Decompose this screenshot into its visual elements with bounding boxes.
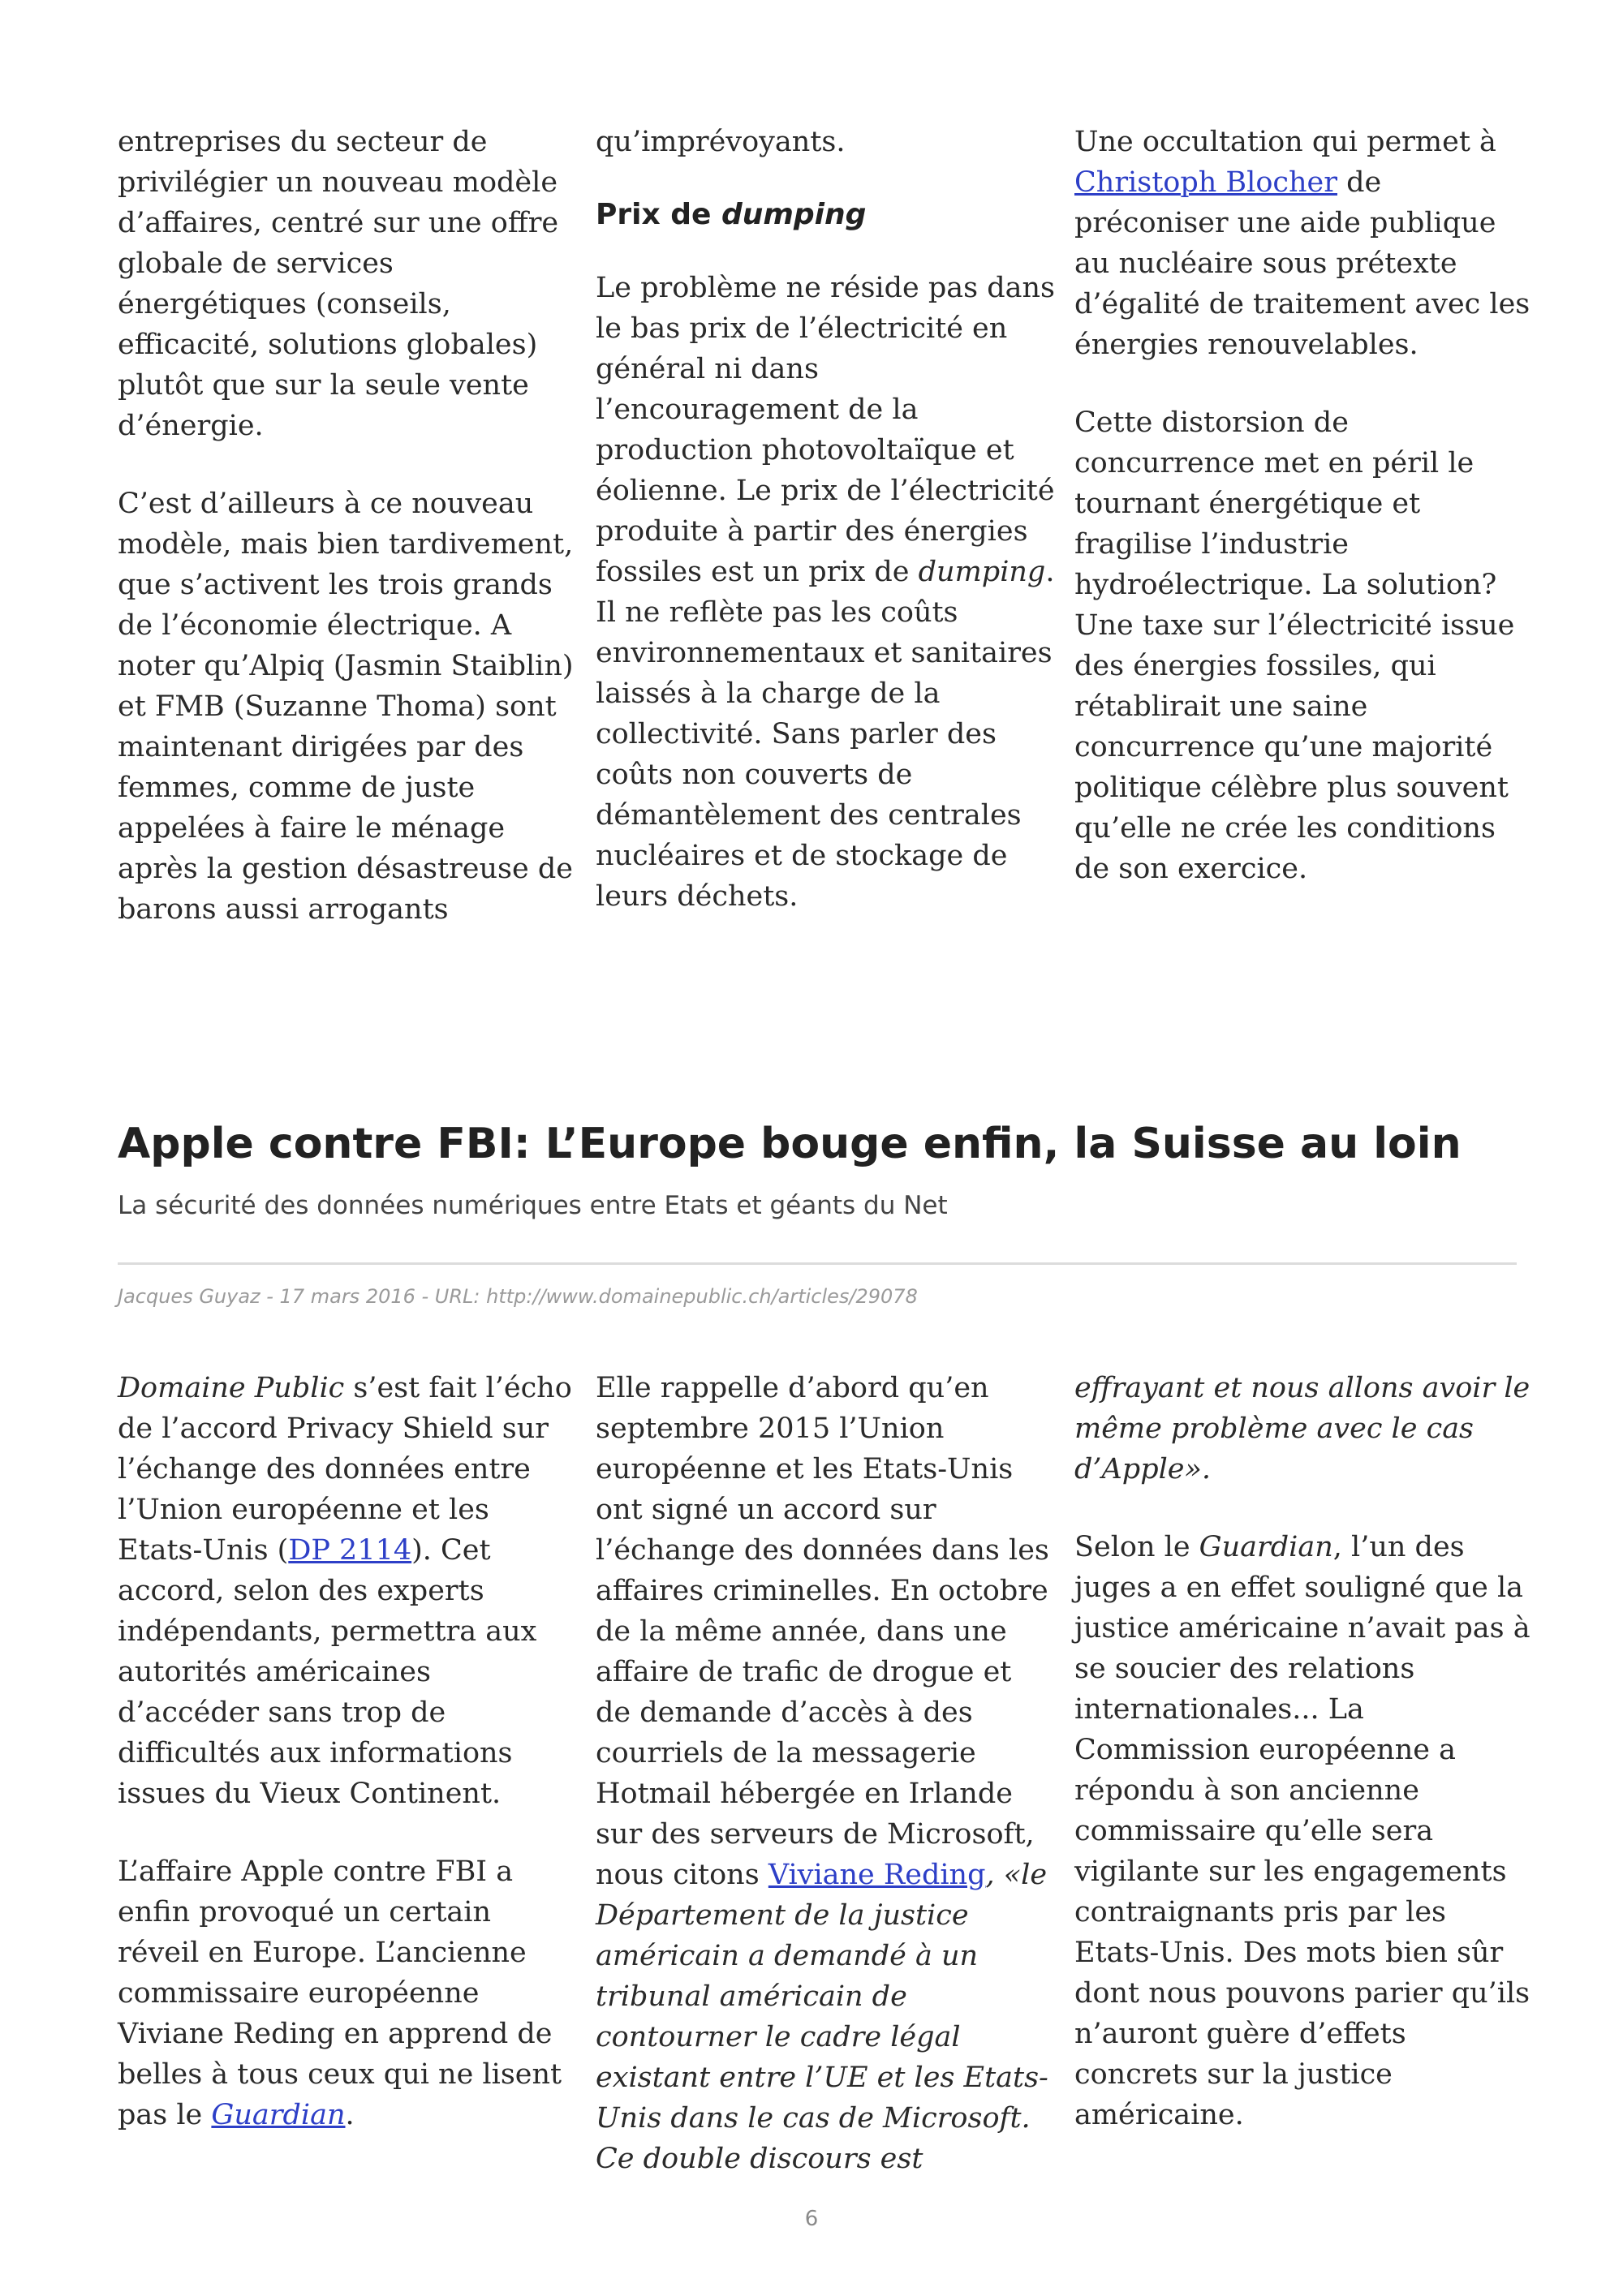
article-byline: Jacques Guyaz - 17 mars 2016 - URL: http://www.domainepublic.ch/articles/29078 xyxy=(118,1285,918,1308)
christoph-blocher-link[interactable]: Christoph Blocher xyxy=(1074,166,1337,199)
header-divider xyxy=(118,1262,1517,1265)
paragraph: C’est d’ailleurs à ce nouveau modèle, mais bien tardivement, que s’activent les trois grands de l’économie électrique. A noter qu’Alpiq (Jasmin Staiblin) et FMB (Suzanne Thoma) sont maintenant dirigées par des femmes, comme de juste appelées à faire le ménage après la gestion désastreuse de barons aussi arrogants xyxy=(118,488,574,926)
article-title: Apple contre FBI: L’Europe bouge enfin, la Suisse au loin xyxy=(118,1120,1462,1168)
guardian-link[interactable]: Guardian xyxy=(211,2099,346,2131)
prev-article-column-1 xyxy=(118,122,572,930)
paragraph: Selon le Guardian, l’un des juges a en effet souligné que la justice américaine n’avait pas à se soucier des relations internationales... La Commission européenne a répondu à son ancienne commissaire qu’elle sera vigilante sur les engagements contraignants pris par les Etats-Unis. Des mots bien sûr dont nous pouvons parier qu’ils n’auront guère d’effets concrets sur la justice américaine. xyxy=(1074,1531,1530,2131)
article-subtitle: La sécurité des données numériques entre Etats et géants du Net xyxy=(118,1191,948,1220)
page-number: 6 xyxy=(804,2207,819,2231)
paragraph: Une occultation qui permet à Christoph Blocher de préconiser une aide publique au nucléaire sous prétexte d’égalité de traitement avec les énergies renouvelables. xyxy=(1074,126,1530,361)
paragraph: Elle rappelle d’abord qu’en septembre 2015 l’Union européenne et les Etats-Unis ont signé un accord sur l’échange des données dans les affaires criminelles. En octobre de la même année, dans une affaire de trafic de drogue et de demande d’accès à des courriels de la messagerie Hotmail hébergée en Irlande sur des serveurs de Microsoft, nous citons Viviane Reding, «le Département de la justice américain a demandé à un tribunal américain de contourner le cadre légal existant entre l’UE et les Etats- Unis dans le cas de Microsoft. Ce double discours est xyxy=(596,1372,1049,2175)
paragraph: L’affaire Apple contre FBI a enfin provoqué un certain réveil en Europe. L’ancienne commissaire européenne Viviane Reding en apprend de belles à tous ceux qui ne lisent pas le Guardian. xyxy=(118,1855,562,2131)
article-column-1 xyxy=(118,1368,572,2135)
paragraph: effrayant et nous allons avoir le même problème avec le cas d’Apple». xyxy=(1074,1372,1530,1486)
article-column-2 xyxy=(596,1368,1050,2179)
paragraph: entreprises du secteur de privilégier un nouveau modèle d’affaires, centré sur une offre globale de services énergétiques (conseils, efficacité, solutions globales) plutôt que sur la seule vente d’énergie. xyxy=(118,126,559,442)
paragraph: Domaine Public s’est fait l’écho de l’accord Privacy Shield sur l’échange des données entre l’Union européenne et les Etats-Unis (DP 2114). Cet accord, selon des experts indépendants, permettra aux autorités américaines d’accéder sans trop de difficultés aux informations issues du Vieux Continent. xyxy=(118,1372,572,1810)
article-column-3 xyxy=(1074,1368,1529,2135)
paragraph: Cette distorsion de concurrence met en péril le tournant énergétique et fragilise l’industrie hydroélectrique. La solution? Une taxe sur l’électricité issue des énergies fossiles, qui rétablirait une saine concurrence qu’une majorité politique célèbre plus souvent qu’elle ne crée les conditions de son exercice. xyxy=(1074,406,1515,885)
prev-article-column-3 xyxy=(1074,122,1529,889)
paragraph: qu’imprévoyants. xyxy=(596,126,846,158)
section-subheading: Prix de dumping xyxy=(596,198,867,231)
paragraph: Le problème ne réside pas dans le bas prix de l’électricité en général ni dans l’encouragement de la production photovoltaïque et éolienne. Le prix de l’électricité produite à partir des énergies fossiles est un prix de dumping. Il ne reflète pas les coûts environnementaux et sanitaires laissés à la charge de la collectivité. Sans parler des coûts non couverts de démantèlement des centrales nucléaires et de stockage de leurs déchets. xyxy=(596,272,1055,913)
prev-article-column-2 xyxy=(596,122,1055,917)
dp-2114-link[interactable]: DP 2114 xyxy=(288,1534,412,1567)
viviane-reding-link[interactable]: Viviane Reding xyxy=(768,1859,986,1891)
